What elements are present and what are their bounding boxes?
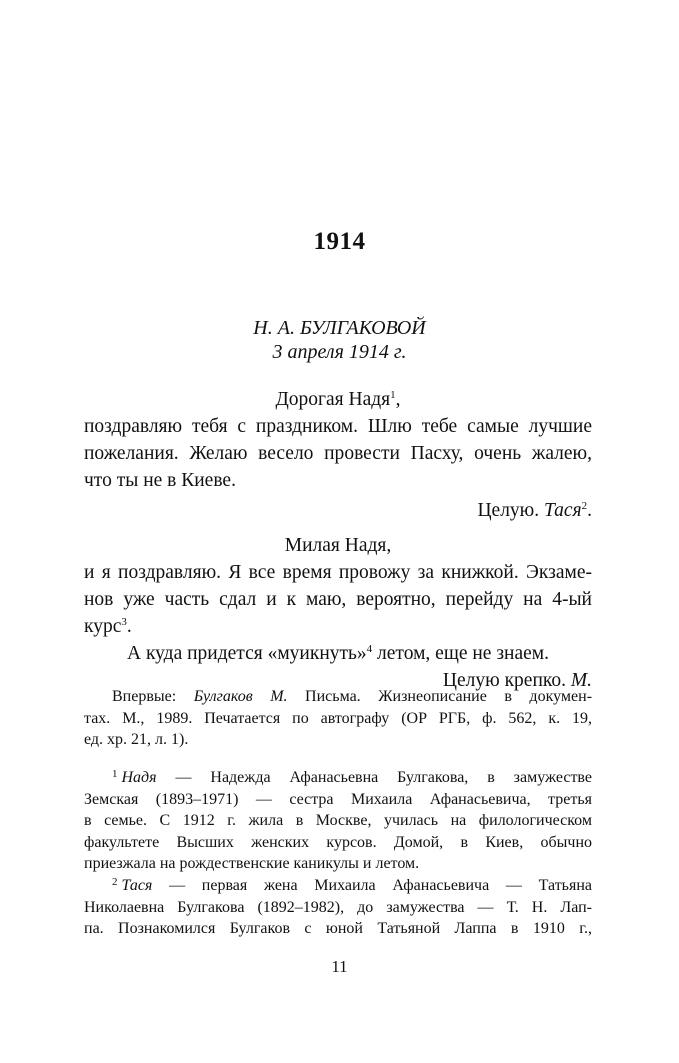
letter1-signature: Целую. Тася$^2$. — [477, 500, 592, 521]
letter-nadya-from-tasya — [84, 386, 592, 524]
footnote-2: $^2$ Тася — первая жена Михаила Афанасьевича — Татьяна Николаевна Булгакова (1892–1982), до замужества — Т. Н. Лап- па. Познакомился Булгаков с юной Татьяной Лаппа в 1910 г., — [84, 875, 592, 940]
footnote-line: Земская (1893–1971) — сестра Михаила Афанасьевича, третья — [84, 790, 592, 808]
source-line: тах. М., 1989. Печатается по автографу (ОР РГБ, ф. 562, к. 19, — [84, 709, 592, 727]
footnote-line: в семье. С 1912 г. жила в Москве, училась на филологическом — [84, 812, 592, 829]
letter1-line: что ты не в Киеве. — [84, 470, 236, 491]
footnote-mark: 2 — [112, 876, 118, 888]
addressee-name: Н. А. БУЛГАКОВОЙ — [253, 317, 426, 339]
letter2-line: нов уже часть сдал и к маю, вероятно, перейду на 4-ый курс$^3$. — [84, 589, 592, 637]
footnote-line: факультете Высших женских курсов. Домой, в Киев, обычно — [84, 833, 592, 851]
footnote-term: Надя — [121, 769, 157, 786]
letter1-line: поздравляю тебя с праздником. Шлю тебе самые лучшие — [84, 416, 592, 437]
footnote-ref-2: 2 — [581, 500, 588, 512]
letter-date: 3 апреля 1914 г. — [272, 341, 407, 363]
footnote-line: Николаевна Булгакова (1892–1982), до замужества — Т. Н. Лап- — [84, 898, 592, 916]
footnote-ref-4: 4 — [366, 643, 373, 655]
source-line: Впервые: Булгаков М. Письма. Жизнеописание в докумен- — [112, 688, 593, 705]
page-number: 11 — [331, 957, 348, 976]
letter-addressee — [0, 316, 679, 364]
footnote-ref-3: 3 — [121, 616, 127, 628]
footnote-ref-1: 1 — [390, 389, 396, 401]
letter1-salutation: Дорогая Надя$^1$, — [275, 389, 401, 410]
letter1-line: пожелания. Желаю весело провести Пасху, очень жалею, — [84, 443, 592, 464]
letter-from-mikhail — [84, 532, 592, 694]
letter2-line: А куда придется «муикнуть»$^4$ летом, еще не знаем. — [126, 643, 549, 664]
source-line: ед. хр. 21, л. 1). — [84, 731, 189, 748]
footnote-line: приезжала на рождественские каникулы и летом. — [84, 855, 420, 872]
letter2-salutation: Милая Надя, — [284, 535, 392, 556]
publication-source-note — [84, 686, 592, 751]
footnote-mark: 1 — [112, 768, 118, 780]
section-year-heading: 1914 — [313, 228, 366, 255]
letter2-line: и я поздравляю. Я все время провожу за книжкой. Экзаме- — [84, 562, 592, 583]
footnote-term: Тася — [121, 877, 153, 894]
footnote-1: $^1$ Надя — Надежда Афанасьевна Булгакова, в замужестве Земская (1893–1971) — сестра Михаила Афанасьевича, третья в семье. С 1912 г. жила в Москве, училась на филологическом факультете Высших женских курсов. Домой, в Киев, обычно приезжала на рождественские каникулы и летом. — [84, 767, 592, 875]
letter2-signature: Целую крепко. М. — [442, 670, 592, 691]
footnote-line: па. Познакомился Булгаков с юной Татьяной Лаппа в 1910 г., — [84, 920, 592, 937]
